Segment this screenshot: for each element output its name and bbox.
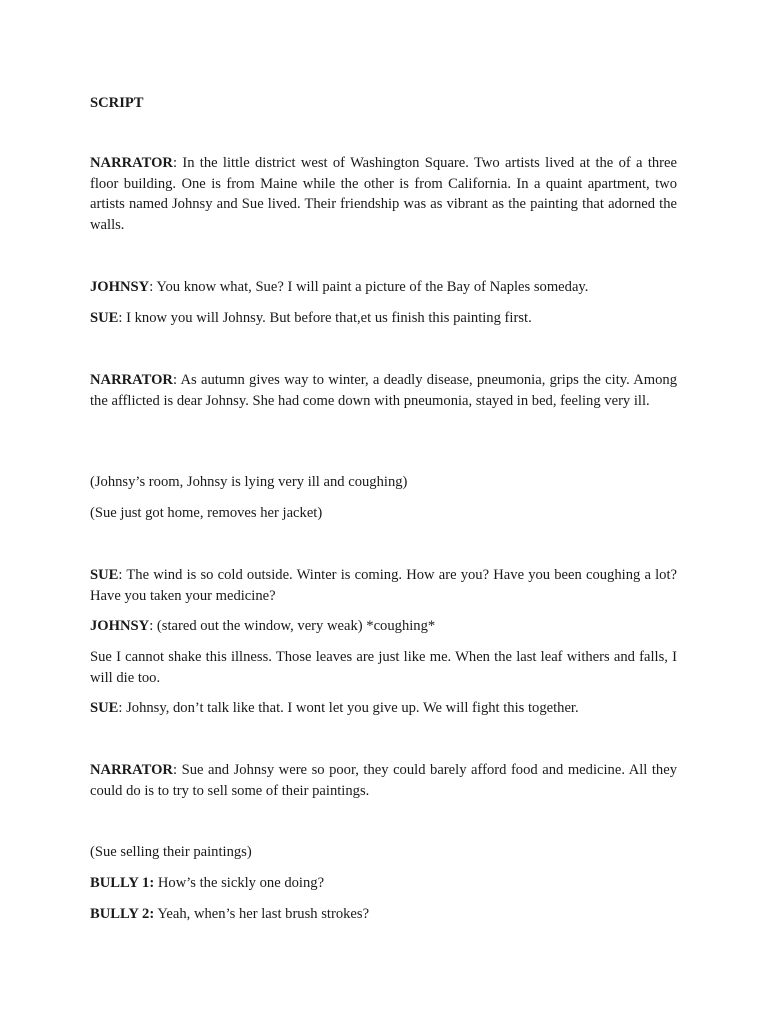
speaker-separator: : <box>118 310 127 326</box>
speaker-name: NARRATOR <box>90 762 173 778</box>
speaker-name: SUE <box>90 310 119 326</box>
speaker-separator: : <box>118 700 127 716</box>
line-text: Sue and Johnsy were so poor, they could barely afford food and medicine. All they could do is to try to sell some of their paintings. <box>90 762 677 799</box>
line-text: I know you will Johnsy. But before that,et us finish this painting first. <box>126 310 532 326</box>
speaker-separator: : <box>149 618 157 634</box>
line-text: (Johnsy’s room, Johnsy is lying very ill and coughing) <box>90 474 408 490</box>
script-line-sue <box>90 308 677 329</box>
line-text: The wind is so cold outside. Winter is coming. How are you? Have you been coughing a lot? Have you taken your medicine? <box>90 567 677 604</box>
speaker-name: NARRATOR <box>90 155 173 171</box>
line-text: (stared out the window, very weak) *coughing* <box>156 618 436 634</box>
script-line-narrator <box>90 370 677 411</box>
line-text: You know what, Sue? I will paint a picture of the Bay of Naples someday. <box>156 279 589 295</box>
speaker-separator: : <box>172 762 182 778</box>
speaker-separator: : <box>149 279 157 295</box>
speaker-name: JOHNSY <box>90 279 150 295</box>
script-page <box>90 0 677 1024</box>
script-line-bully-2 <box>90 904 677 925</box>
script-line-continuation <box>90 647 677 688</box>
line-text: Sue I cannot shake this illness. Those leaves are just like me. When the last leaf withers and falls, I will die too. <box>90 649 677 686</box>
speaker-name: JOHNSY <box>90 618 150 634</box>
speaker-name: BULLY 1: <box>90 875 155 891</box>
script-line-sue <box>90 698 677 719</box>
speaker-separator: : <box>172 372 181 388</box>
line-text: How’s the sickly one doing? <box>157 875 325 891</box>
script-line-narrator <box>90 760 677 801</box>
script-line-johnsy <box>90 277 677 298</box>
stage-direction <box>90 842 677 863</box>
line-text: Yeah, when’s her last brush strokes? <box>157 906 370 922</box>
stage-direction <box>90 472 677 493</box>
speaker-separator: : <box>118 567 127 583</box>
line-text: Johnsy, don’t talk like that. I wont let you give up. We will fight this together. <box>126 700 579 716</box>
script-line-sue <box>90 565 677 606</box>
script-line-bully-1 <box>90 873 677 894</box>
script-line-narrator <box>90 153 677 235</box>
line-text: In the little district west of Washington Square. Two artists lived at the of a three floor building. One is from Maine while the other is from California. In a quaint apartment, two artists named Johnsy and Sue lived. Their friendship was as vibrant as the painting that adorned the walls. <box>90 155 677 233</box>
page-title: SCRIPT <box>90 95 144 111</box>
speaker-separator: : <box>172 155 183 171</box>
speaker-name: SUE <box>90 567 119 583</box>
line-text: (Sue selling their paintings) <box>90 844 252 860</box>
stage-direction <box>90 503 677 524</box>
speaker-name: NARRATOR <box>90 372 173 388</box>
script-line-johnsy <box>90 616 677 637</box>
speaker-name: BULLY 2: <box>90 906 155 922</box>
speaker-name: SUE <box>90 700 119 716</box>
line-text: (Sue just got home, removes her jacket) <box>90 505 323 521</box>
line-text: As autumn gives way to winter, a deadly disease, pneumonia, grips the city. Among the afflicted is dear Johnsy. She had come down with pneumonia, stayed in bed, feeling very ill. <box>90 372 677 409</box>
